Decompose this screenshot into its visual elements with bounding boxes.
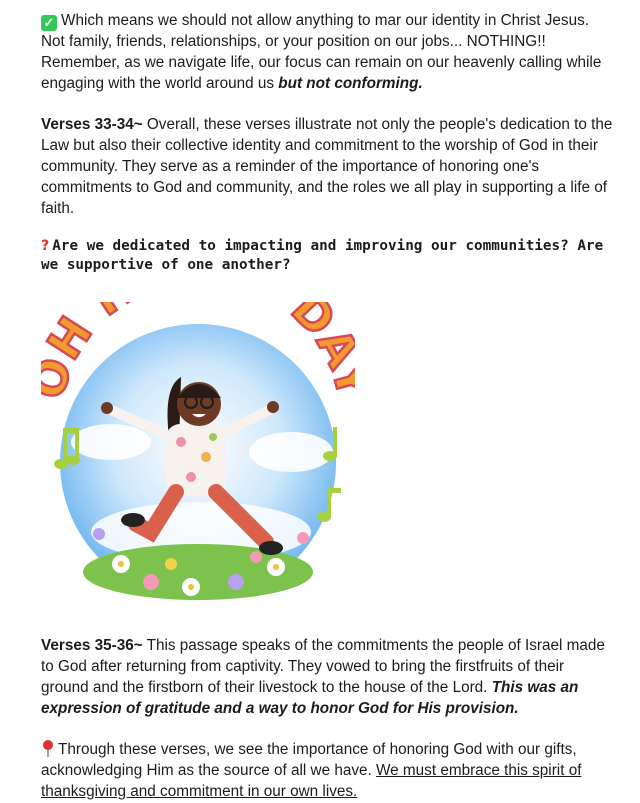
red-pin-icon	[41, 739, 55, 757]
community-question	[41, 237, 613, 274]
paragraph-honoring-god	[41, 739, 613, 803]
honoring-god-underlined: We must embrace this spirit of thanksgiving and commitment in our own lives.	[41, 761, 582, 800]
paragraph-verses-35-36	[41, 636, 613, 720]
paragraph-identity-emphasis: but not conforming.	[278, 74, 423, 92]
verses-33-34-text: Overall, these verses illustrate not only the people's dedication to the Law but also their collective identity and commitment to the worship of God in their community. They serve as a reminder of the importance of honoring one's commitments to God and community, and the roles we all play in supporting a life of faith.	[41, 116, 613, 217]
red-question-mark-icon: ?	[41, 238, 50, 254]
oh-happy-day-illustration	[41, 302, 355, 613]
oh-happy-day-sticker	[41, 302, 355, 613]
verses-33-34-label: Verses 33-34~	[41, 116, 143, 133]
paragraph-identity-text: Which means we should not allow anything to mar our identity in Christ Jesus. Not family, friends, relationships, or your position on our jobs... NOTHING!! Remember, as we navigate life, our focus can remain on our heavenly calling while engaging with the world around us	[41, 12, 602, 92]
honoring-god-text: Through these verses, we see the importance of honoring God with our gifts, acknowledging Him as the source of all we have.	[41, 741, 577, 779]
paragraph-identity	[41, 11, 613, 95]
green-checkmark-icon: ✓	[41, 15, 57, 31]
paragraph-verses-33-34	[41, 115, 613, 220]
oh-happy-day-text: H D	[41, 302, 348, 369]
community-question-text: Are we dedicated to impacting and improving our communities? Are we supportive of one another?	[41, 238, 604, 273]
verses-35-36-emphasis: This was an expression of gratitude and a way to honor God for His provision.	[41, 678, 579, 717]
verses-35-36-label: Verses 35-36~	[41, 637, 143, 654]
verses-35-36-text: This passage speaks of the commitments the people of Israel made to God after returning from captivity. They vowed to bring the firstfruits of their ground and the firstborn of their livestock to the house of the Lord.	[41, 637, 605, 696]
